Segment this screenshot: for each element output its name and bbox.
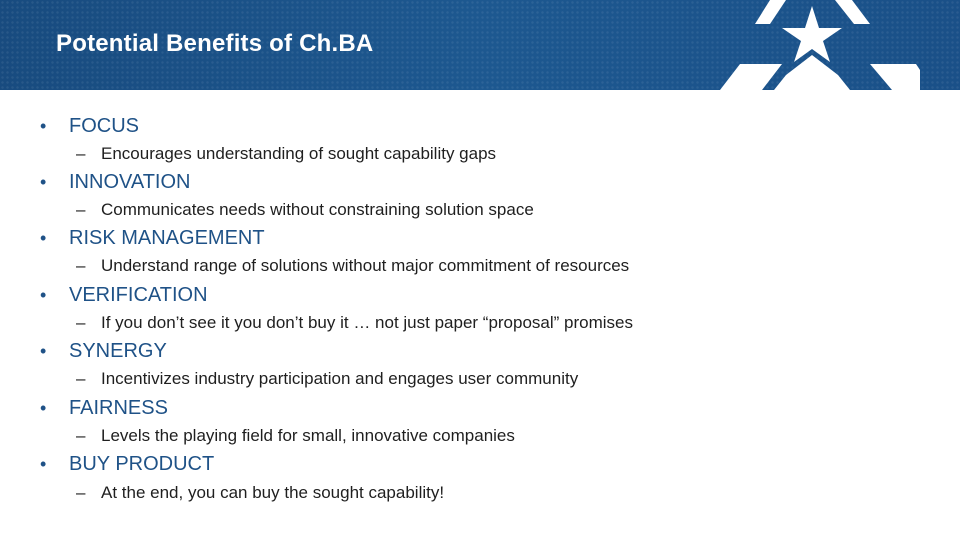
sub-bullet-text: Incentivizes industry participation and engages user community	[101, 369, 579, 388]
bullet-marker: •	[40, 340, 47, 361]
sub-bullet-text: At the end, you can buy the sought capability!	[101, 483, 445, 502]
sub-bullet-text: Understand range of solutions without major commitment of resources	[101, 256, 630, 275]
sub-bullet-text: Communicates needs without constraining solution space	[101, 200, 534, 219]
bullet-fairness	[40, 396, 168, 420]
bullet-verification	[40, 283, 208, 307]
bullet-label: BUY PRODUCT	[69, 452, 215, 475]
bullet-marker: •	[40, 115, 47, 136]
bullet-label: VERIFICATION	[69, 283, 208, 306]
bullet-marker: •	[40, 397, 47, 418]
sub-bullet-marker: –	[76, 256, 86, 275]
sub-bullet-risk-management	[76, 255, 629, 277]
sub-bullet-marker: –	[76, 144, 86, 163]
sub-bullet-text: Levels the playing field for small, innovative companies	[101, 426, 515, 445]
bullet-label: RISK MANAGEMENT	[69, 226, 265, 249]
slide-title: Potential Benefits of Ch.BA	[56, 30, 374, 57]
sub-bullet-marker: –	[76, 483, 86, 502]
bullet-label: FOCUS	[69, 114, 139, 137]
sub-bullet-focus	[76, 143, 496, 165]
bullet-marker: •	[40, 453, 47, 474]
bullet-label: FAIRNESS	[69, 396, 168, 419]
bullet-label: SYNERGY	[69, 339, 167, 362]
bullet-label: INNOVATION	[69, 170, 191, 193]
bullet-innovation	[40, 170, 190, 194]
sub-bullet-verification	[76, 312, 633, 334]
sub-bullet-innovation	[76, 199, 534, 221]
sub-bullet-text: Encourages understanding of sought capability gaps	[101, 144, 497, 163]
sub-bullet-text: If you don’t see it you don’t buy it … not just paper “proposal” promises	[101, 313, 633, 332]
bullet-marker: •	[40, 171, 47, 192]
bullet-focus	[40, 114, 139, 138]
bullet-marker: •	[40, 227, 47, 248]
sub-bullet-marker: –	[76, 369, 86, 388]
bullet-buy-product	[40, 452, 214, 476]
bullet-risk-management	[40, 226, 265, 250]
sub-bullet-synergy	[76, 368, 578, 390]
sub-bullet-marker: –	[76, 313, 86, 332]
sub-bullet-marker: –	[76, 200, 86, 219]
sub-bullet-fairness	[76, 425, 515, 447]
sub-bullet-buy-product	[76, 482, 444, 504]
sub-bullet-marker: –	[76, 426, 86, 445]
bullet-synergy	[40, 339, 167, 363]
bullet-marker: •	[40, 284, 47, 305]
